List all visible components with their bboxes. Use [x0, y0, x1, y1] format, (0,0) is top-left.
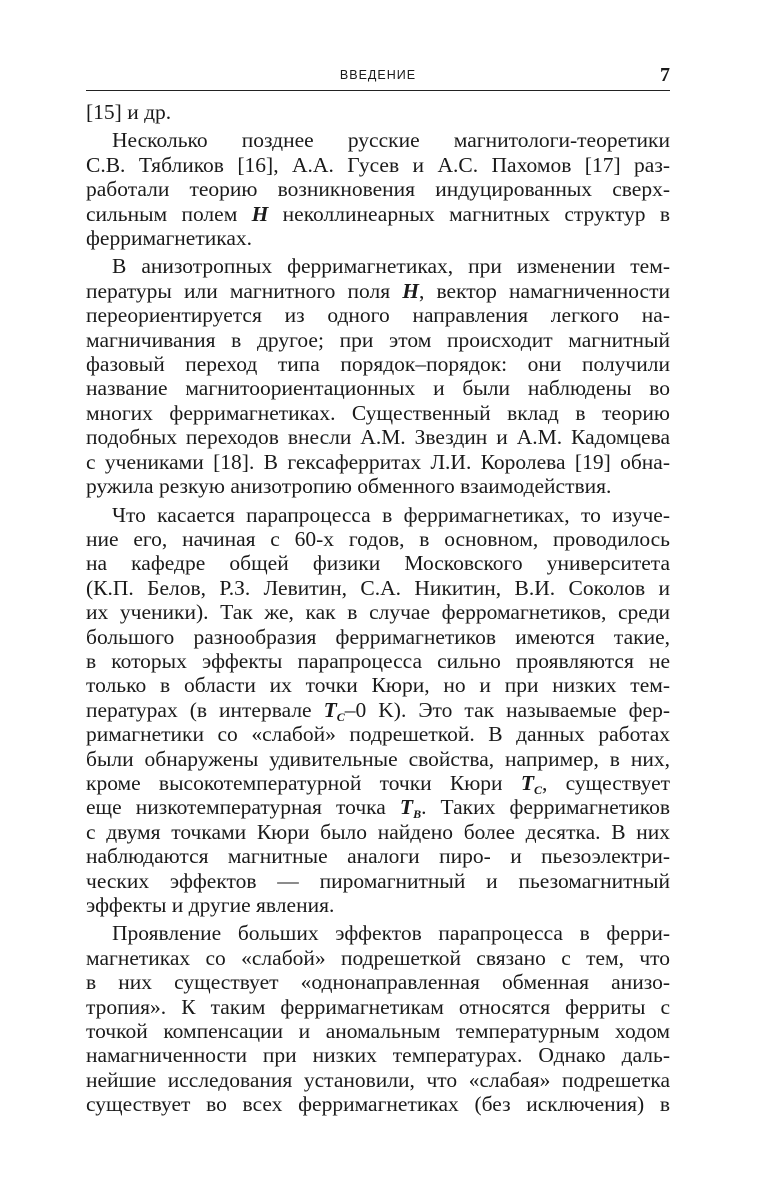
running-header: [86, 64, 670, 91]
text-line: название магнитоориентационных и были наблюдены во: [86, 376, 670, 401]
text-line: В анизотропных ферримагнетиках, при изменении тем-: [112, 254, 670, 279]
text-line: наблюдаются магнитные аналоги пиро- и пьезоэлектри-: [86, 844, 670, 869]
text-line: многих ферримагнетиках. Существенный вклад в теорию: [86, 400, 670, 425]
text-line: [86, 795, 670, 822]
paragraph-1: [86, 100, 670, 124]
text-line: с учениками [18]. В гексаферритах Л.И. Королева [19] обна-: [86, 449, 670, 474]
text-line: точкой компенсации и аномальным температурным ходом: [86, 1019, 670, 1044]
symbol-Tc: $T_C$: [520, 770, 542, 797]
text-line: были обнаружены удивительные свойства, например, в них,: [86, 746, 670, 771]
text-line: (К.П. Белов, Р.З. Левитин, С.А. Никитин, В.И. Соколов и: [86, 575, 670, 600]
text-fragment: пературах (в интервале: [86, 697, 312, 722]
text-line: в которых эффекты парапроцесса сильно проявляются не: [86, 648, 670, 673]
text-line: Несколько позднее русские магнитологи-теоретики: [112, 128, 670, 153]
text-line: [86, 771, 670, 795]
text-line: подобных переходов внесли А.М. Звездин и А.М. Кадомцева: [86, 425, 670, 450]
text-line: [15] и др.: [86, 100, 172, 124]
text-fragment: сильным полем: [86, 201, 238, 226]
text-line: существует во всех ферримагнетиках (без исключения) в: [86, 1092, 670, 1117]
symbol-H: H: [402, 278, 420, 303]
text-line: эффекты и другие явления.: [86, 893, 335, 917]
page-number: 7: [660, 64, 670, 86]
text-fragment: пературы или магнитного поля: [86, 278, 391, 303]
text-line: на кафедре общей физики Московского университета: [86, 551, 670, 576]
text-line: ферримагнетиках.: [86, 226, 253, 251]
text-line: большого разнообразия ферримагнетиков имеются такие,: [86, 624, 670, 649]
text-line: тропия». К таким ферримагнетикам относятся ферриты с: [86, 994, 670, 1019]
text-line: [86, 202, 670, 226]
text-line: только в области их точки Кюри, но и при низких тем-: [86, 673, 670, 698]
text-line: с двумя точками Кюри было найдено более десятка. В них: [86, 819, 670, 844]
paragraph-2: [86, 128, 670, 250]
symbol-Tb: $T_B$: [399, 795, 422, 822]
text-line: [86, 698, 670, 722]
text-fragment: кроме высокотемпературной точки Кюри: [86, 770, 503, 795]
text-line: [86, 279, 670, 303]
text-fragment: еще низкотемпературная точка: [86, 795, 386, 820]
text-line: ческих эффектов — пиромагнитный и пьезомагнитный: [86, 868, 670, 893]
header-title: ВВЕДЕНИЕ: [339, 68, 417, 82]
text-line: в них существует «однонаправленная обменная анизо-: [86, 970, 670, 995]
text-line: Проявление больших эффектов парапроцесса в ферри-: [112, 921, 670, 946]
paragraph-4: [86, 503, 670, 918]
paragraph-5: [86, 921, 670, 1116]
text-fragment: . Таких ферримагнетиков: [421, 795, 670, 820]
text-fragment: –0 K). Это так называемые фер-: [344, 697, 670, 722]
text-line: фазовый переход типа порядок–порядок: они получили: [86, 352, 670, 377]
text-fragment: , существует: [541, 770, 671, 795]
text-line: магничивания в другое; при этом происходит магнитный: [86, 327, 670, 352]
text-line: ние его, начиная с 60-х годов, в основном, проводилось: [86, 526, 670, 551]
text-line: их ученики). Так же, как в случае ферромагнетиков, среди: [86, 600, 670, 625]
text-line: намагниченности при низких температурах. Однако даль-: [86, 1043, 670, 1068]
paragraph-3: [86, 254, 670, 498]
symbol-Tc: $T_C$: [323, 697, 345, 724]
text-line: С.В. Тябликов [16], А.А. Гусев и А.С. Пахомов [17] раз-: [86, 152, 670, 177]
text-line: римагнетики со «слабой» подрешеткой. В данных работах: [86, 722, 670, 747]
text-line: переориентируется из одного направления легкого на-: [86, 303, 670, 328]
text-line: Что касается парапроцесса в ферримагнетиках, то изуче-: [112, 502, 670, 527]
body-text: [86, 100, 670, 1121]
text-line: нейшие исследования установили, что «слабая» подрешетка: [86, 1067, 670, 1092]
text-fragment: неколлинеарных магнитных структур в: [282, 201, 670, 226]
text-fragment: , вектор намагниченности: [419, 278, 670, 303]
text-line: работали теорию возникновения индуцированных сверх-: [86, 177, 670, 202]
symbol-H: H: [251, 201, 269, 226]
text-line: магнетиках со «слабой» подрешеткой связано с тем, что: [86, 945, 670, 970]
text-line: ружила резкую анизотропию обменного взаимодействия.: [86, 474, 612, 499]
